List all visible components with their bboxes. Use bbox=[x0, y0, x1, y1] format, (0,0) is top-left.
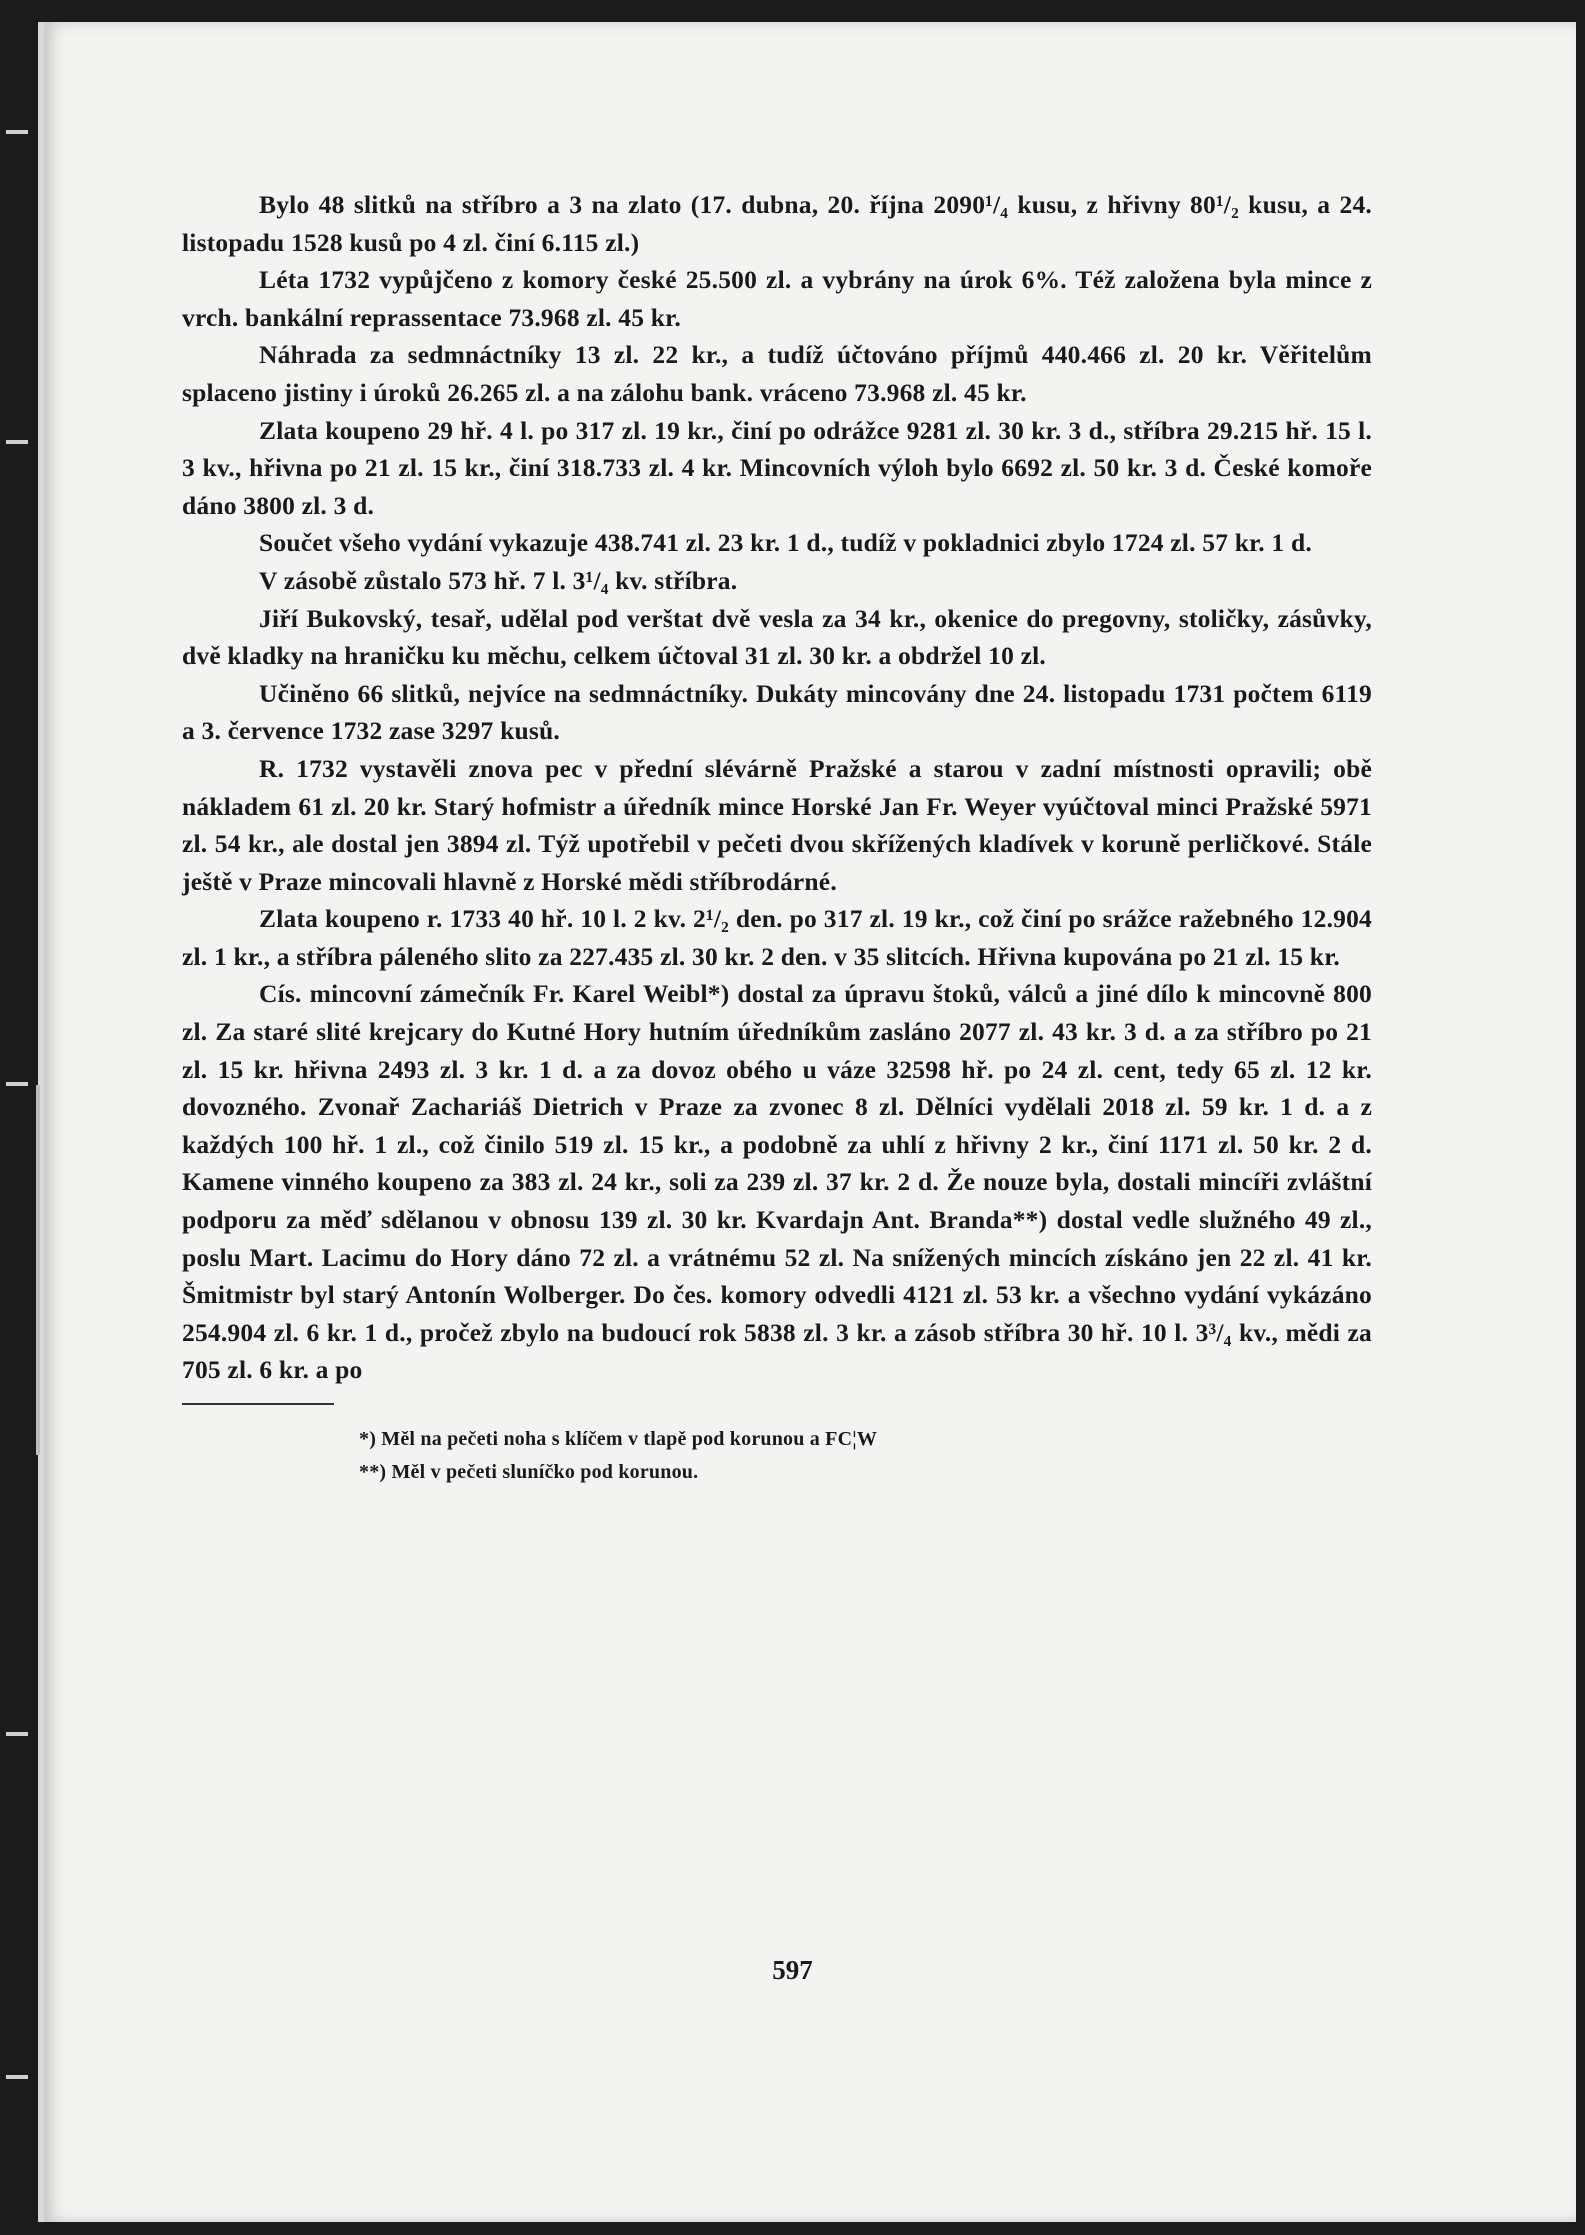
footnote-rule bbox=[182, 1403, 334, 1405]
page-edge-mark bbox=[6, 130, 28, 134]
page-edge-bar bbox=[36, 1085, 40, 1455]
page-edge-mark bbox=[6, 1082, 28, 1086]
paragraph: Cís. mincovní zámečník Fr. Karel Weibl*) dostal za úpravu štoků, válců a jiné dílo k mincovně 800 zl. Za staré slité krejcary do Kutné Hory hutním úředníkům zasláno 2077 zl. 43 kr. 3 d. a za stříbro po 21 zl. 15 kr. hřivna 2493 zl. 3 kr. 1 d. a za dovoz obého u váze 32598 hř. po 24 zl. cent, tedy 65 zl. 12 kr. dovozného. Zvonař Zachariáš Dietrich v Praze za zvonec 8 zl. Dělníci vydělali 2018 zl. 59 kr. 1 d. a z každých 100 hř. 1 zl., což činilo 519 zl. 15 kr., a podobně za uhlí z hřivny 2 kr., činí 1171 zl. 50 kr. 2 d. Kamene vinného koupeno za 383 zl. 24 kr., soli za 239 zl. 37 kr. 2 d. Že nouze byla, dostali mincíři zvláštní podporu za měď sdělanou v obnosu 139 zl. 30 kr. Kvardajn Ant. Branda**) dostal vedle služného 49 zl., poslu Mart. Lacimu do Hory dáno 72 zl. a vrátnému 52 zl. Na snížených mincích získáno jen 22 zl. 41 kr. Šmitmistr byl starý Antonín Wolberger. Do čes. komory odvedli 4121 zl. 53 kr. a všechno vydání vykázáno 254.904 zl. 6 kr. 1 d., pročež zbylo na budoucí rok 5838 zl. 3 kr. a zásob stříbra 30 hř. 10 l. 3³/₄ kv., mědi za 705 zl. 6 kr. a po bbox=[182, 979, 1372, 1385]
paragraph: Zlata koupeno r. 1733 40 hř. 10 l. 2 kv. 2¹/₂ den. po 317 zl. 19 kr., což činí po srážce ražebného 12.904 zl. 1 kr., a stříbra páleného slito za 227.435 zl. 30 kr. 2 den. v 35 slitcích. Hřivna kupována po 21 zl. 15 kr. bbox=[182, 904, 1372, 971]
paragraph: Léta 1732 vypůjčeno z komory české 25.500 zl. a vybrány na úrok 6%. Též založena byla mince z vrch. bankální reprassentace 73.968 zl. 45 kr. bbox=[182, 265, 1372, 332]
page-edge-mark bbox=[6, 440, 28, 444]
footnote: *) Měl na pečeti noha s klíčem v tlapě pod korunou a FC¦W bbox=[359, 1428, 878, 1450]
paragraph: Jiří Bukovský, tesař, udělal pod verštat dvě vesla za 34 kr., okenice do pregovny, stoličky, zásůvky, dvě kladky na hraničku ku měchu, celkem účtoval 31 zl. 30 kr. a obdržel 10 zl. bbox=[182, 603, 1372, 671]
footnote: **) Měl v pečeti sluníčko pod korunou. bbox=[359, 1461, 699, 1483]
page-number: 597 bbox=[772, 1955, 813, 1985]
paragraph: Zlata koupeno 29 hř. 4 l. po 317 zl. 19 kr., činí po odrážce 9281 zl. 30 kr. 3 d., stříbra 29.215 hř. 15 l. 3 kv., hřivna po 21 zl. 15 kr., činí 318.733 zl. 4 kr. Mincovních výloh bylo 6692 zl. 50 kr. 3 d. České komoře dáno 3800 zl. 3 d. bbox=[182, 415, 1372, 520]
main-text bbox=[182, 186, 1372, 1489]
page-edge-mark bbox=[6, 1732, 28, 1736]
footnotes bbox=[182, 1423, 1372, 1489]
paragraph: V zásobě zůstalo 573 hř. 7 l. 3¹/₄ kv. stříbra. bbox=[259, 565, 738, 595]
paragraph: R. 1732 vystavěli znova pec v přední slévárně Pražské a starou v zadní místnosti opravili; obě nákladem 61 zl. 20 kr. Starý hofmistr a úředník mince Horské Jan Fr. Weyer vyúčtoval minci Pražské 5971 zl. 54 kr., ale dostal jen 3894 zl. Týž upotřebil v pečeti dvou skřížených kladívek v koruně perličkové. Stále ještě v Praze mincovali hlavně z Horské mědi stříbrodárné. bbox=[182, 753, 1372, 896]
paragraph: Součet všeho vydání vykazuje 438.741 zl. 23 kr. 1 d., tudíž v pokladnici zbylo 1724 zl. 57 kr. 1 d. bbox=[259, 528, 1312, 558]
paragraph: Učiněno 66 slitků, nejvíce na sedmnáctníky. Dukáty mincovány dne 24. listopadu 1731 počtem 6119 a 3. července 1732 zase 3297 kusů. bbox=[182, 678, 1372, 746]
paragraph: Náhrada za sedmnáctníky 13 zl. 22 kr., a tudíž účtováno příjmů 440.466 zl. 20 kr. Věřitelům splaceno jistiny i úroků 26.265 zl. a na zálohu bank. vráceno 73.968 zl. 45 kr. bbox=[182, 340, 1372, 407]
page-edge-mark bbox=[6, 2075, 28, 2079]
paragraph: Bylo 48 slitků na stříbro a 3 na zlato (17. dubna, 20. října 2090¹/₄ kusu, z hřivny 80¹/₂ kusu, a 24. listopadu 1528 kusů po 4 zl. činí 6.115 zl.) bbox=[182, 190, 1372, 257]
